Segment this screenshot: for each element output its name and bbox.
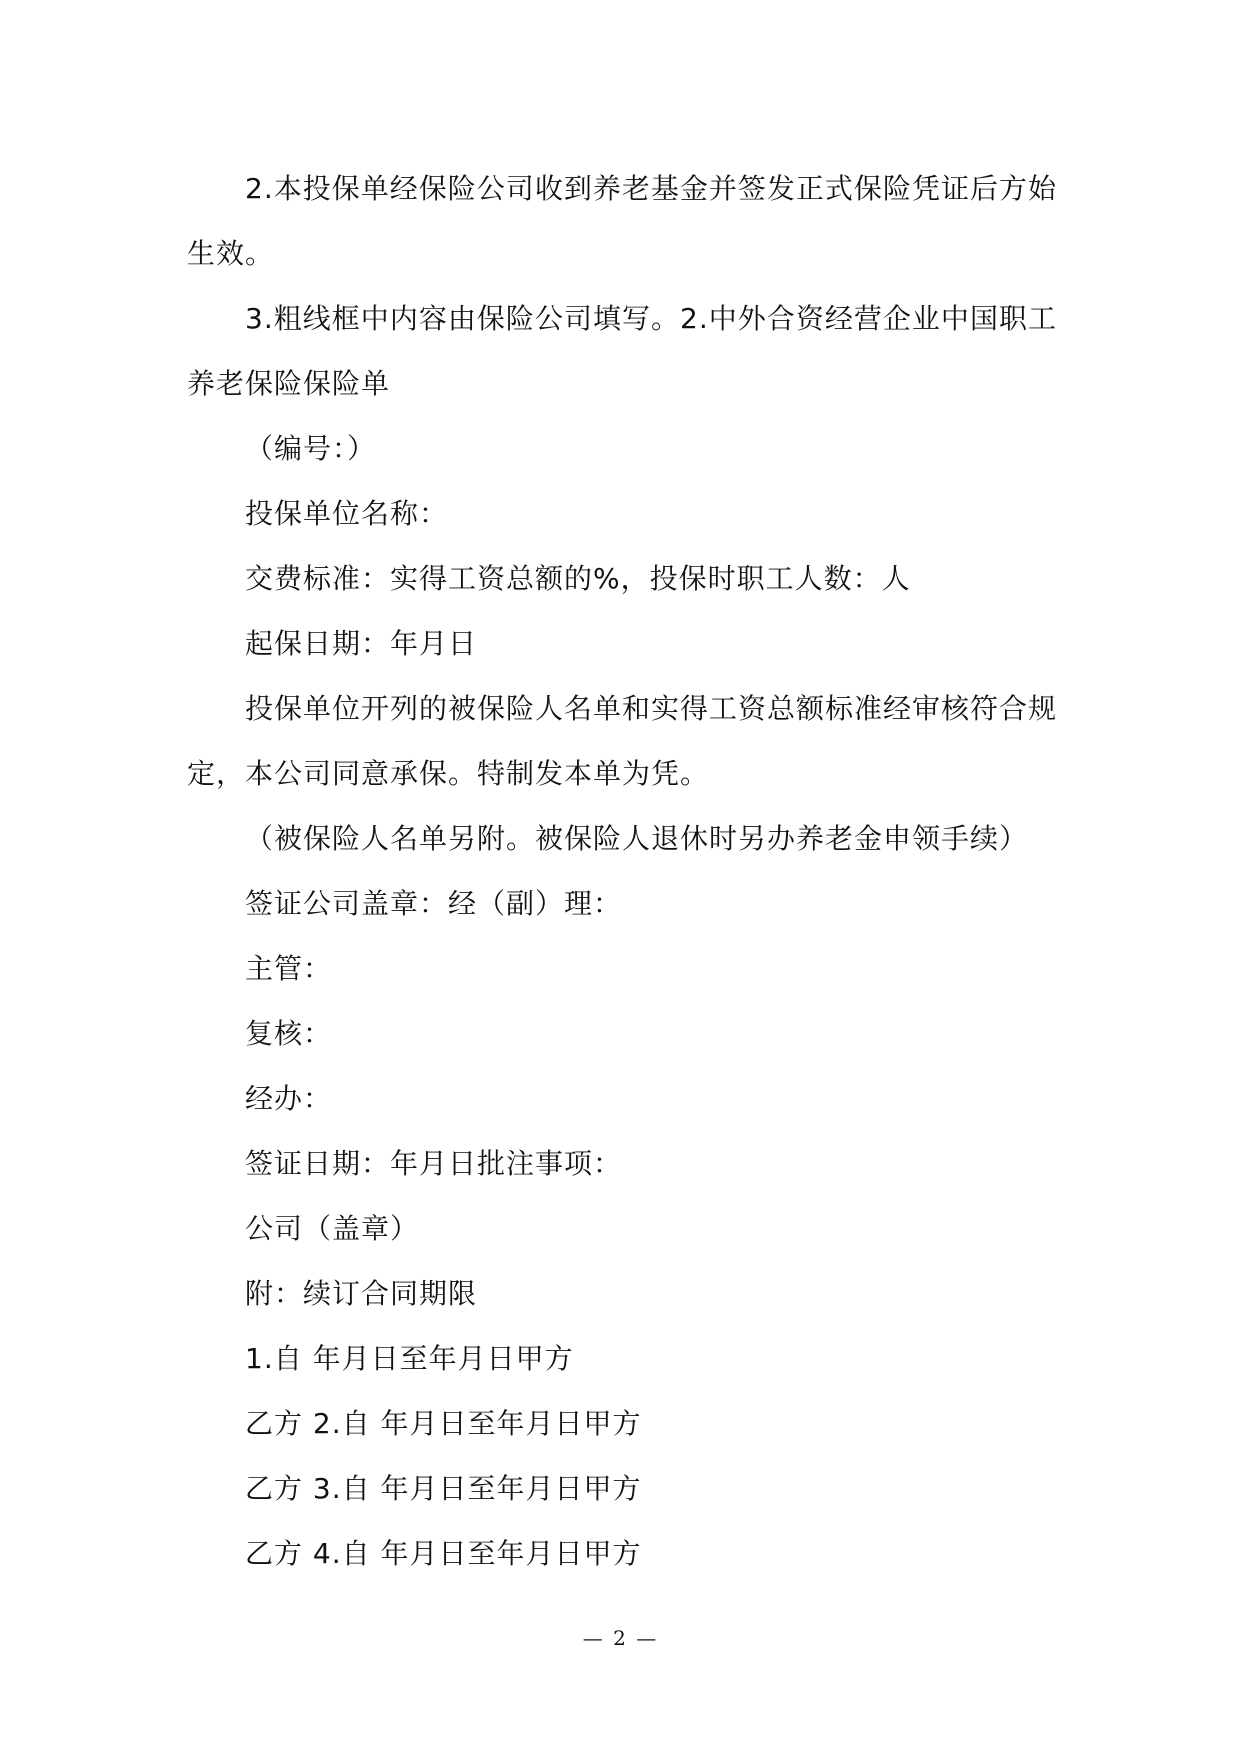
paragraph-effective-clause: 2.本投保单经保险公司收到养老基金并签发正式保险凭证后方始生效。 <box>187 172 1057 270</box>
company-seal-line: 公司（盖章） <box>245 1212 420 1245</box>
reviewer-line: 复核： <box>245 1017 333 1050</box>
visa-date-notes-line: 签证日期：年月日批注事项： <box>245 1147 623 1180</box>
fee-standard-line: 交费标准：实得工资总额的%，投保时职工人数：人 <box>245 562 911 595</box>
company-seal-manager-line: 签证公司盖章：经（副）理： <box>245 887 623 920</box>
policy-number-line: （编号：） <box>245 432 377 465</box>
document-body <box>187 156 1057 1586</box>
paragraph-fill-in-clause: 3.粗线框中内容由保险公司填写。2.中外合资经营企业中国职工养老保险保险单 <box>187 302 1057 400</box>
handler-line: 经办： <box>245 1082 333 1115</box>
renewal-term-1: 1.自 年月日至年月日甲方 <box>245 1342 574 1375</box>
insured-unit-name-line: 投保单位名称： <box>245 497 449 530</box>
page-number: — 2 — <box>582 1626 659 1650</box>
start-date-line: 起保日期：年月日 <box>245 627 478 660</box>
renewal-term-2: 乙方 2.自 年月日至年月日甲方 <box>245 1407 642 1440</box>
paragraph-approval: 投保单位开列的被保险人名单和实得工资总额标准经审核符合规定，本公司同意承保。特制发本单为凭。 <box>187 692 1058 790</box>
renewal-term-3: 乙方 3.自 年月日至年月日甲方 <box>245 1472 642 1505</box>
renewal-term-4: 乙方 4.自 年月日至年月日甲方 <box>245 1537 642 1570</box>
supervisor-line: 主管： <box>245 952 333 985</box>
insured-list-note: （被保险人名单另附。被保险人退休时另办养老金申领手续） <box>245 822 1029 855</box>
renewal-term-heading: 附：续订合同期限 <box>245 1277 478 1310</box>
